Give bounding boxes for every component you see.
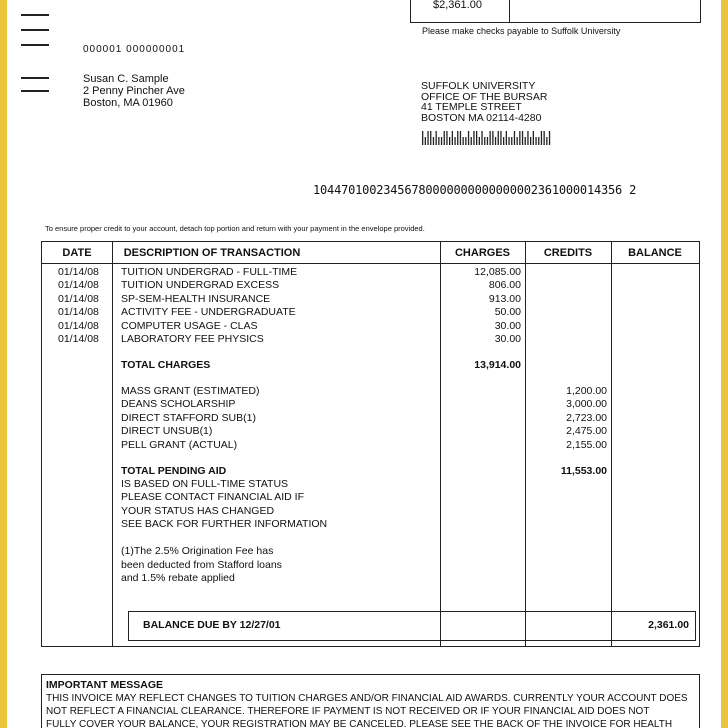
charge-date: 01/14/08 <box>58 319 99 332</box>
aid-amount: 2,155.00 <box>566 438 607 451</box>
remittance-divider <box>509 0 510 22</box>
student-city: Boston, MA 01960 <box>83 97 173 109</box>
column-divider <box>112 242 113 646</box>
header-divider <box>42 263 699 264</box>
postal-barcode <box>422 131 552 145</box>
fold-mark <box>21 29 49 31</box>
fold-mark <box>21 14 49 16</box>
student-address <box>83 73 185 109</box>
university-line: OFFICE OF THE BURSAR <box>421 90 548 103</box>
detach-instructions: To ensure proper credit to your account, detach top portion and return with your payment in the envelope provided. <box>45 224 425 233</box>
aid-note: SEE BACK FOR FURTHER INFORMATION <box>121 518 328 531</box>
charge-amount: 806.00 <box>488 279 521 292</box>
total-charges-label: TOTAL CHARGES <box>121 359 211 371</box>
charge-description: ACTIVITY FEE - UNDERGRADUATE <box>121 306 296 319</box>
balance-due-value: 2,361.00 <box>648 619 689 631</box>
fold-mark <box>21 77 49 79</box>
total-charges-value: 13,914.00 <box>474 359 521 371</box>
charge-amount: 12,085.00 <box>474 266 521 278</box>
charge-amount: 30.00 <box>494 319 521 332</box>
charge-description: SP-SEM-HEALTH INSURANCE <box>121 292 271 305</box>
col-header-date: DATE <box>62 247 92 259</box>
important-line: THIS INVOICE MAY REFLECT CHANGES TO TUITION CHARGES AND/OR FINANCIAL AID AWARDS. CURRENTLY YOUR ACCOUNT DOES <box>46 693 688 704</box>
university-address <box>421 81 547 123</box>
col-header-description: DESCRIPTION OF TRANSACTION <box>123 247 301 259</box>
micr-line: 10447010023456780000000000000002361000014356 2 <box>313 183 637 197</box>
important-line: FULLY COVER YOUR BALANCE, YOUR REGISTRATION MAY BE CANCELED. PLEASE SEE THE BACK OF THE INVOICE FOR HEALTH <box>46 719 673 728</box>
aid-description: MASS GRANT (ESTIMATED) <box>121 385 260 397</box>
total-aid-label: TOTAL PENDING AID <box>121 465 227 477</box>
important-title: IMPORTANT MESSAGE <box>46 679 164 691</box>
aid-note: YOUR STATUS HAS CHANGED <box>121 504 275 517</box>
payable-note: Please make checks payable to Suffolk University <box>422 26 621 36</box>
charge-amount: 30.00 <box>494 333 521 345</box>
charge-date: 01/14/08 <box>58 306 99 319</box>
aid-amount: 2,475.00 <box>566 425 607 438</box>
balance-due-row <box>128 611 696 641</box>
balance-due-label: BALANCE DUE BY 12/27/01 <box>143 619 281 631</box>
aid-description: PELL GRANT (ACTUAL) <box>121 438 238 451</box>
aid-amount: 2,723.00 <box>566 411 607 424</box>
col-header-balance: BALANCE <box>628 247 682 259</box>
charge-amount: 50.00 <box>494 306 521 319</box>
remittance-balance-value: $2,361.00 <box>433 0 482 11</box>
column-divider <box>611 242 612 646</box>
fold-mark <box>21 44 49 46</box>
important-line: NOT REFLECT A FINANCIAL CLEARANCE. THEREFORE IF PAYMENT IS NOT RECEIVED OR IF YOUR FINANCIAL AID DOES NOT <box>46 706 650 717</box>
aid-note: PLEASE CONTACT FINANCIAL AID IF <box>121 491 305 504</box>
fee-note: and 1.5% rebate applied <box>121 572 235 585</box>
aid-description: DIRECT UNSUB(1) <box>121 425 213 438</box>
charge-date: 01/14/08 <box>58 333 99 345</box>
university-line: 41 TEMPLE STREET <box>421 101 522 113</box>
university-line: BOSTON MA 02114-4280 <box>421 111 542 124</box>
fold-mark <box>21 90 49 92</box>
aid-amount: 1,200.00 <box>566 385 607 397</box>
aid-note: IS BASED ON FULL-TIME STATUS <box>121 478 289 490</box>
remittance-box <box>410 0 701 23</box>
student-name: Susan C. Sample <box>83 73 169 85</box>
charge-date: 01/14/08 <box>58 266 99 278</box>
fee-note: been deducted from Stafford loans <box>121 558 282 571</box>
aid-amount: 3,000.00 <box>566 398 607 411</box>
important-message-box <box>41 674 700 728</box>
col-header-credits: CREDITS <box>543 247 593 259</box>
charge-description: TUITION UNDERGRAD - FULL-TIME <box>121 266 298 278</box>
charge-description: LABORATORY FEE PHYSICS <box>121 333 264 345</box>
transaction-table <box>41 241 700 647</box>
charge-date: 01/14/08 <box>58 292 99 305</box>
account-number: 000001 000000001 <box>83 44 186 55</box>
charge-date: 01/14/08 <box>58 279 99 292</box>
university-line: SUFFOLK UNIVERSITY <box>421 80 536 92</box>
fee-note: (1)The 2.5% Origination Fee has <box>121 545 274 557</box>
aid-description: DEANS SCHOLARSHIP <box>121 398 236 411</box>
total-aid-value: 11,553.00 <box>560 465 607 477</box>
charge-description: COMPUTER USAGE - CLAS <box>121 319 258 332</box>
invoice-page <box>7 0 721 728</box>
charge-description: TUITION UNDERGRAD EXCESS <box>121 279 280 292</box>
student-street: 2 Penny Pincher Ave <box>83 85 185 97</box>
aid-description: DIRECT STAFFORD SUB(1) <box>121 411 256 424</box>
charge-amount: 913.00 <box>488 292 521 305</box>
col-header-charges: CHARGES <box>454 247 510 259</box>
